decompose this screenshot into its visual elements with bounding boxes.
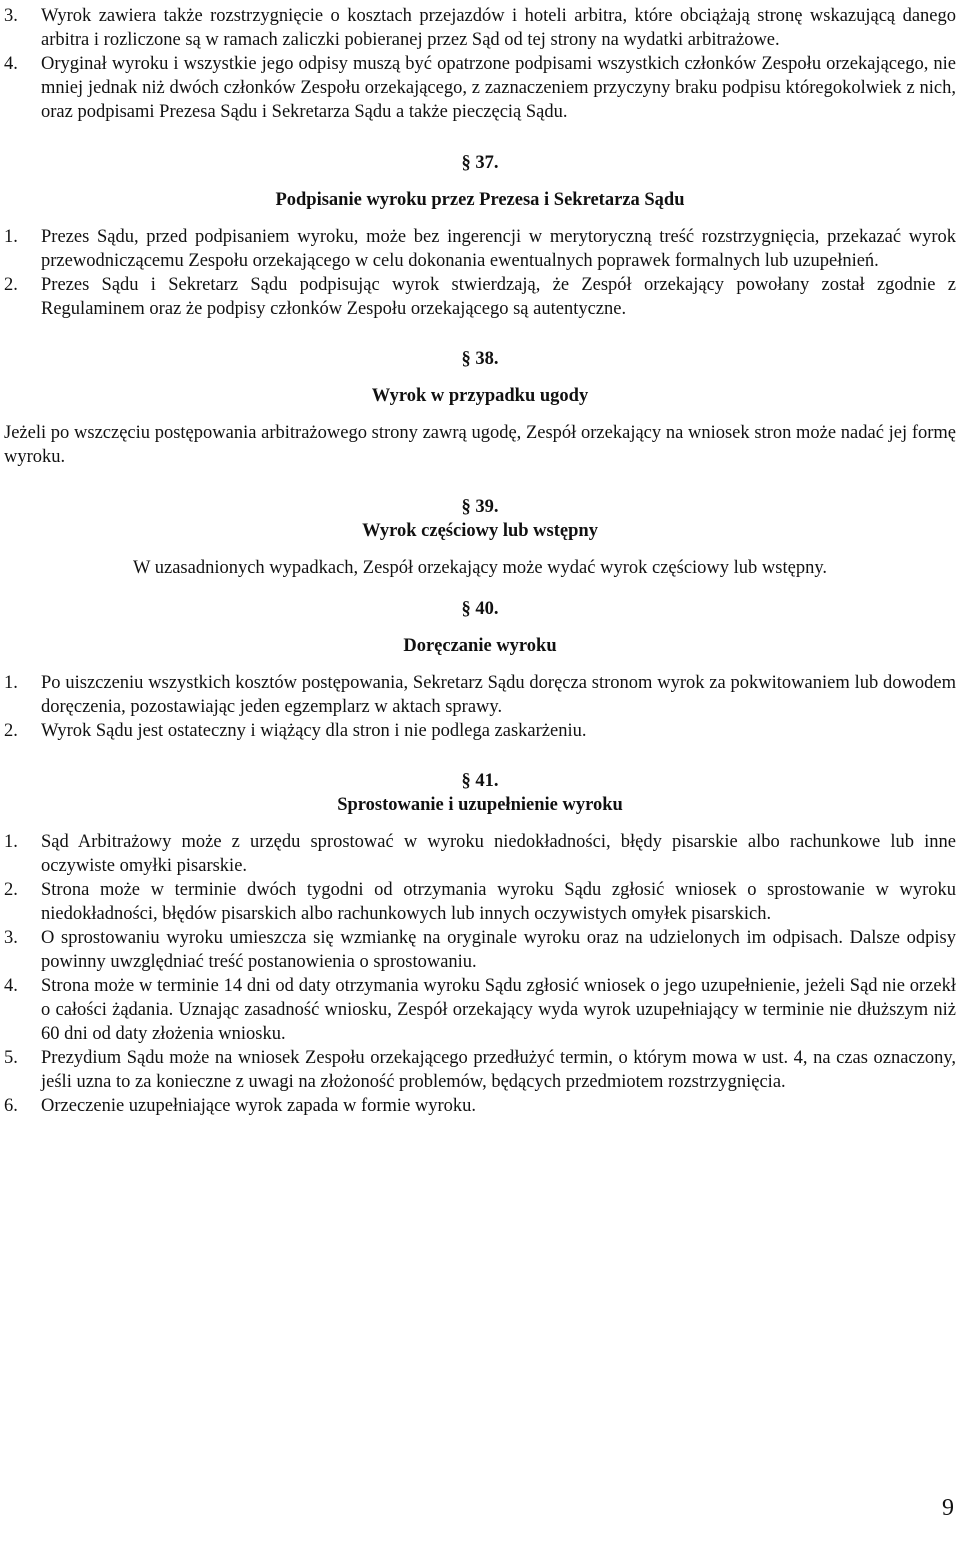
section-number: § 41.	[461, 771, 499, 791]
item-text: Prezydium Sądu może na wniosek Zespołu orzekającego przedłużyć termin, o którym mowa w ust. 4, na czas oznaczony, jeśli uzna to za konieczne z uwagi na złożoność problemów, będących przedmiotem rozstrzygnięcia.	[41, 1048, 956, 1092]
item-text: Wyrok Sądu jest ostateczny i wiążący dla stron i nie podlega zaskarżeniu.	[41, 721, 587, 741]
item-number: 5.	[4, 1048, 18, 1068]
list-item	[4, 1046, 956, 1094]
item-number: 2.	[4, 721, 18, 741]
list-item	[4, 974, 956, 1046]
list-item	[4, 719, 956, 743]
list-item	[4, 878, 956, 926]
item-text: Orzeczenie uzupełniające wyrok zapada w formie wyroku.	[41, 1096, 477, 1116]
item-number: 6.	[4, 1096, 18, 1116]
item-number: 3.	[4, 6, 18, 26]
list-item	[4, 830, 956, 878]
item-text: Prezes Sądu, przed podpisaniem wyroku, może bez ingerencji w merytoryczną treść rozstrzygnięcia, przekazać wyrok przewodniczącemu Zespołu orzekającego w celu dokonania ewentualnych poprawek formalnych lub uzupełnień.	[41, 227, 956, 271]
section-number: § 40.	[461, 599, 499, 619]
section-paragraph: Jeżeli po wszczęciu postępowania arbitrażowego strony zawrą ugodę, Zespół orzekający na wniosek stron może nadać jej formę wyroku.	[4, 423, 956, 467]
item-text: Prezes Sądu i Sekretarz Sądu podpisując wyrok stwierdzają, że Zespół orzekający powołany został zgodnie z Regulaminem oraz że podpisy członków Zespołu orzekającego są autentyczne.	[41, 275, 956, 319]
item-number: 1.	[4, 832, 18, 852]
section-title: Doręczanie wyroku	[403, 636, 557, 656]
top-list	[4, 4, 956, 124]
list-item	[4, 52, 956, 124]
list-item	[4, 671, 956, 719]
item-number: 4.	[4, 976, 18, 996]
item-text: Strona może w terminie 14 dni od daty otrzymania wyroku Sądu zgłosić wniosek o jego uzupełnienie, jeżeli Sąd nie orzekł o całości żądania. Uznając zasadność wniosku, Zespół orzekający wyda wyrok uzupełniający w terminie nie dłuższym niż 60 dni od daty złożenia wniosku.	[41, 976, 956, 1044]
list-item	[4, 926, 956, 974]
list-item	[4, 1094, 956, 1118]
item-number: 2.	[4, 880, 18, 900]
page-number: 9	[942, 1495, 954, 1521]
item-number: 4.	[4, 54, 18, 74]
item-text: Oryginał wyroku i wszystkie jego odpisy muszą być opatrzone podpisami wszystkich członków Zespołu orzekającego, nie mniej jednak niż dwóch członków Zespołu orzekającego, z zaznaczeniem przyczyny braku podpisu któregokolwiek z nich, oraz podpisami Prezesa Sądu i Sekretarza Sądu a także pieczęcią Sądu.	[41, 54, 956, 122]
section-number: § 37.	[461, 153, 499, 173]
item-text: O sprostowaniu wyroku umieszcza się wzmiankę na oryginale wyroku oraz na udzielonych im odpisach. Dalsze odpisy powinny uwzględniać treść postanowienia o sprostowaniu.	[41, 928, 956, 972]
item-number: 1.	[4, 673, 18, 693]
list-item	[4, 225, 956, 273]
section-title: Wyrok częściowy lub wstępny	[362, 521, 598, 541]
list-item	[4, 273, 956, 321]
section-number: § 38.	[461, 349, 499, 369]
item-number: 3.	[4, 928, 18, 948]
item-text: Po uiszczeniu wszystkich kosztów postępowania, Sekretarz Sądu doręcza stronom wyrok za pokwitowaniem lub dowodem doręczenia, pozostawiając jeden egzemplarz w aktach sprawy.	[41, 673, 956, 717]
section-title: Sprostowanie i uzupełnienie wyroku	[337, 795, 623, 815]
section-title: Podpisanie wyroku przez Prezesa i Sekretarza Sądu	[275, 190, 685, 210]
item-number: 2.	[4, 275, 18, 295]
item-text: Sąd Arbitrażowy może z urzędu sprostować w wyroku niedokładności, błędy pisarskie albo rachunkowe lub inne oczywiste omyłki pisarskie.	[41, 832, 956, 876]
section-41-list	[4, 830, 956, 1118]
section-37-list	[4, 225, 956, 321]
item-text: Strona może w terminie dwóch tygodni od otrzymania wyroku Sądu zgłosić wniosek o sprostowanie w wyroku niedokładności, błędów pisarskich albo rachunkowych lub innych oczywistych omyłek pisarskich.	[41, 880, 956, 924]
list-item	[4, 4, 956, 52]
section-number: § 39.	[461, 497, 499, 517]
item-number: 1.	[4, 227, 18, 247]
section-paragraph: W uzasadnionych wypadkach, Zespół orzekający może wydać wyrok częściowy lub wstępny.	[132, 558, 828, 578]
section-40-list	[4, 671, 956, 743]
section-title: Wyrok w przypadku ugody	[371, 386, 589, 406]
item-text: Wyrok zawiera także rozstrzygnięcie o kosztach przejazdów i hoteli arbitra, które obciążają stronę wskazującą danego arbitra i rozliczone są w ramach zaliczki pobieranej przez Sąd od tej strony na wydatki arbitrażowe.	[41, 6, 956, 50]
